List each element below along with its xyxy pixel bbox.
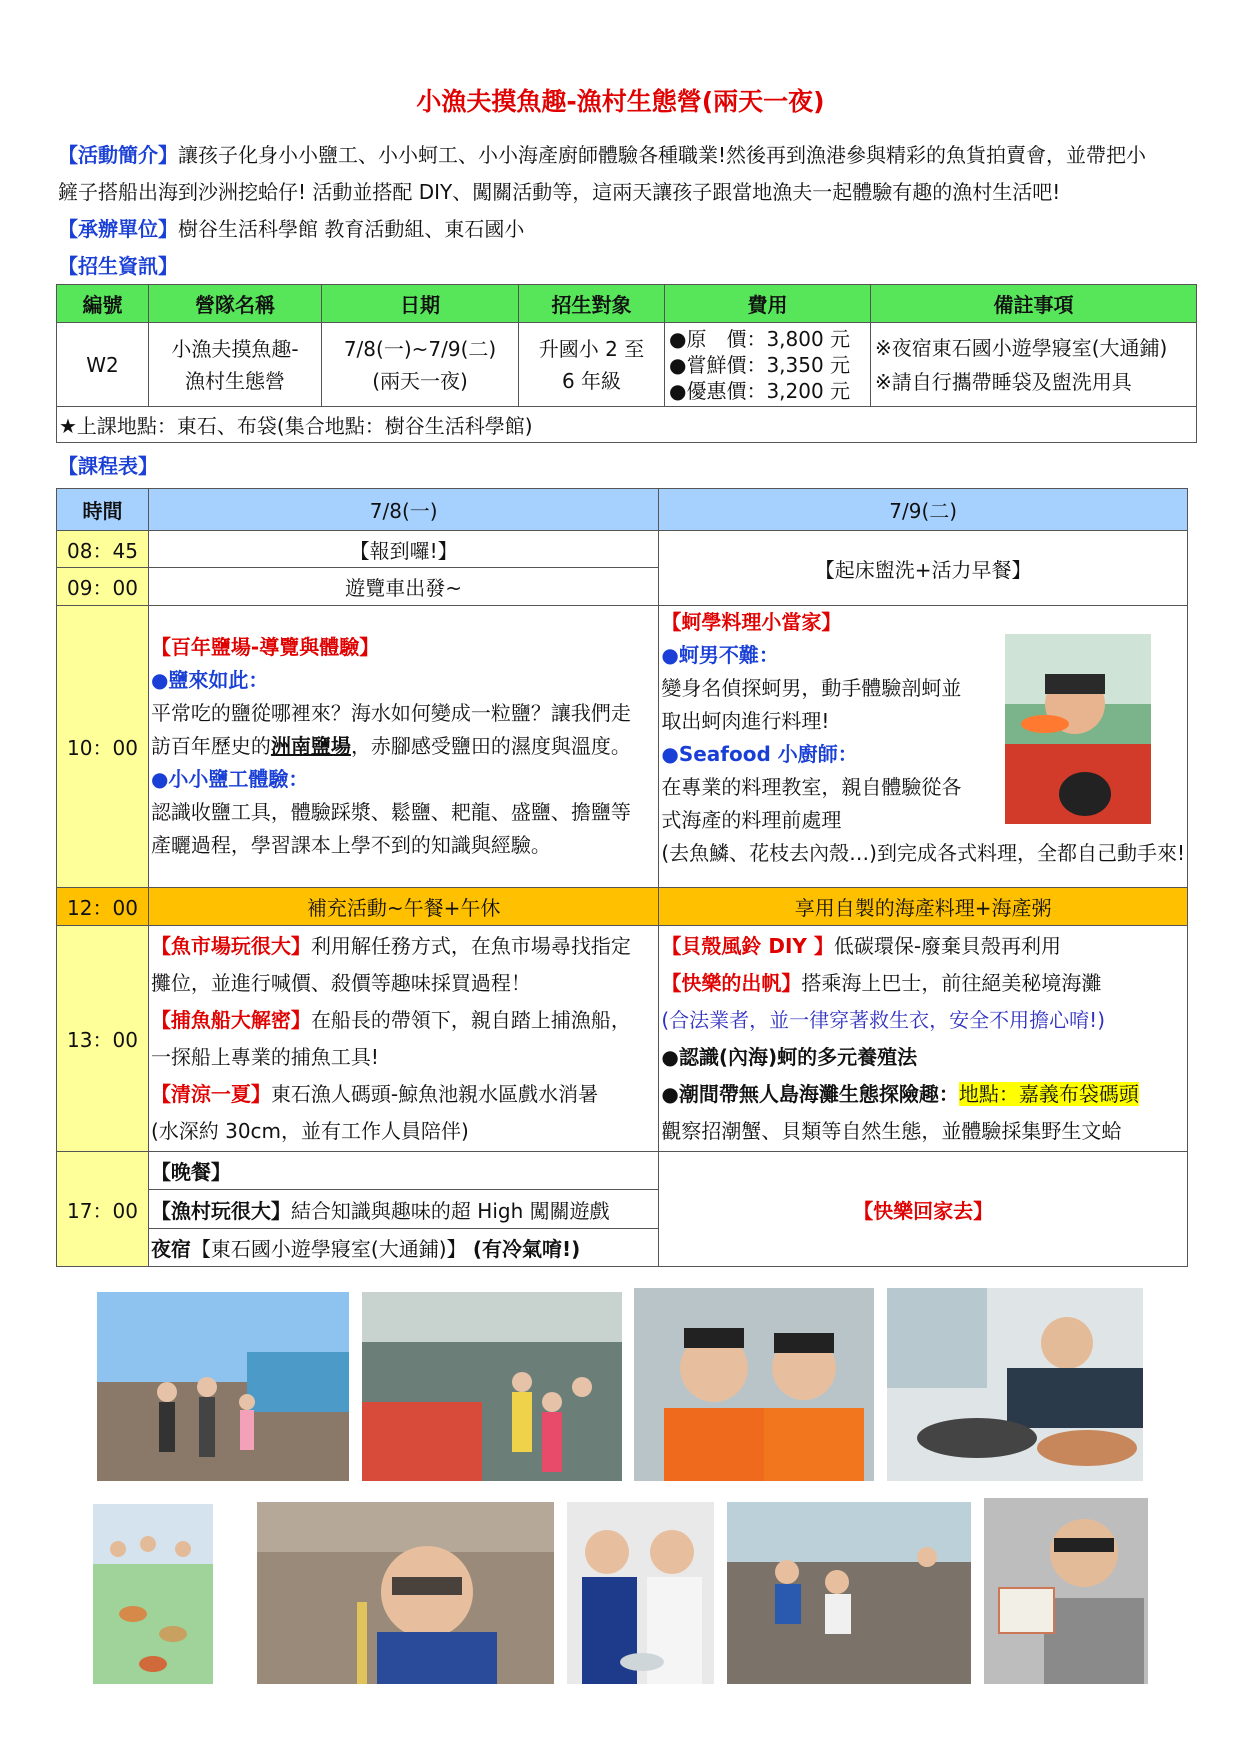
day1-village-game	[148, 1190, 658, 1229]
shell-chime-title: 【貝殼風鈴 DIY 】	[661, 933, 834, 958]
day1-salt-field	[148, 606, 658, 888]
intro-text-1: 讓孩子化身小小鹽工、小小蚵工、小小海產廚師體驗各種職業!然後再到漁港參與精彩的魚貨拍賣會，並帶把小	[178, 143, 1147, 167]
schedule-header-day1: 7/8(一)	[148, 489, 658, 531]
note-line1: ※夜宿東石國小遊學寢室(大通鋪)	[875, 335, 1168, 360]
day2-afternoon	[659, 926, 1188, 1152]
intro-paragraph	[58, 137, 1188, 211]
fee-original: ●原 價：3,800 元	[669, 326, 851, 351]
day2-go-home: 【快樂回家去】	[659, 1152, 1188, 1267]
day2-breakfast: 【起床盥洗+活力早餐】	[659, 531, 1188, 606]
day1-depart: 遊覽車出發~	[148, 568, 658, 606]
day1-overnight	[148, 1229, 658, 1267]
enroll-header-name: 營隊名稱	[149, 285, 322, 323]
photo-cooking	[887, 1288, 1143, 1481]
cool-summer-text-1: 東石漁人碼頭-鯨魚池親水區戲水消暑	[270, 1081, 599, 1106]
schedule-table	[56, 488, 1188, 1267]
oyster-man-subtitle: ●蚵男不難：	[661, 643, 779, 667]
tidal-location: 地點：嘉義布袋碼頭	[958, 1081, 1139, 1106]
date-line1: 7/8(一)~7/9(二)	[343, 336, 497, 361]
photo-kids-shucking	[567, 1502, 714, 1684]
organizer-line	[58, 211, 1188, 248]
time-1300: 13：00	[57, 926, 149, 1152]
enroll-table	[56, 284, 1197, 443]
target-line1: 升國小 2 至	[538, 336, 645, 361]
enroll-header-date: 日期	[322, 285, 519, 323]
salt-worker-subtitle: ●小小鹽工體驗：	[150, 767, 309, 791]
overnight-ac-note: (有冷氣唷!)	[472, 1237, 581, 1261]
seafood-chef-subtitle: ●Seafood 小廚師：	[661, 742, 858, 766]
sailing-text: 搭乘海上巴士，前往絕美秘境海灘	[801, 970, 1102, 995]
enroll-header-note: 備註事項	[871, 285, 1197, 323]
salt-origin-text-2b: ，赤腳感受鹽田的濕度與溫度。	[350, 734, 631, 758]
enroll-header-code: 編號	[57, 285, 149, 323]
seafood-chef-text-1: 在專業的料理教室，親自體驗從各	[661, 775, 962, 799]
enroll-location: ★上課地點：東石、布袋(集合地點：樹谷生活科學館)	[57, 407, 1197, 443]
enroll-date	[322, 323, 519, 407]
organizer-label: 【承辦單位】	[58, 217, 178, 241]
overnight-label: 夜宿	[150, 1237, 191, 1261]
day2-oyster-cooking	[659, 606, 1188, 888]
oyster-cooking-title: 【蚵學料理小當家】	[661, 610, 842, 634]
day2-lunch: 享用自製的海產料理+海產粥	[659, 888, 1188, 926]
schedule-header-day2: 7/9(二)	[659, 489, 1188, 531]
photo-kids-life-vests	[634, 1288, 874, 1481]
enroll-fee	[665, 323, 871, 407]
schedule-header-time: 時間	[57, 489, 149, 531]
time-1200: 12：00	[57, 888, 149, 926]
fishing-boat-title: 【捕魚船大解密】	[150, 1007, 311, 1032]
fish-market-title: 【魚市場玩很大】	[150, 933, 311, 958]
page-title: 小漁夫摸魚趣-漁村生態營(兩天一夜)	[416, 87, 825, 116]
photo-beach-group	[97, 1292, 349, 1481]
day1-checkin: 【報到囉!】	[148, 531, 658, 568]
camp-name-line1: 小漁夫摸魚趣-	[171, 336, 299, 361]
time-0900: 09：00	[57, 568, 149, 606]
salt-origin-text-2a: 訪百年歷史的	[150, 734, 271, 758]
note-line2: ※請自行攜帶睡袋及盥洗用具	[875, 369, 1132, 394]
fish-market-text-1: 利用解任務方式，在魚市場尋找指定	[310, 933, 631, 958]
camp-name-line2: 漁村生態營	[185, 368, 285, 393]
seafood-chef-text-2: 式海產的料理前處理	[661, 808, 842, 832]
sailing-title: 【快樂的出帆】	[661, 970, 802, 995]
enroll-note	[871, 323, 1197, 407]
oyster-man-text-2: 取出蚵肉進行料理!	[661, 709, 830, 733]
intro-text-2: 鏟子搭船出海到沙洲挖蛤仔! 活動並搭配 DIY、闖關活動等，這兩天讓孩子跟當地漁夫一起體驗有趣的漁村生活吧!	[58, 180, 1061, 204]
shell-chime-text: 低碳環保-廢棄貝殼再利用	[833, 933, 1062, 958]
fish-market-text-2: 攤位，並進行喊價、殺價等趣味採買過程！	[150, 970, 531, 995]
safety-note: (合法業者，並一律穿著救生衣，安全不用擔心唷!)	[661, 1007, 1105, 1032]
photo-group-dishes	[93, 1504, 213, 1684]
salt-origin-text-1: 平常吃的鹽從哪裡來？海水如何變成一粒鹽？讓我們走	[150, 701, 631, 725]
photo-fish-market	[362, 1292, 622, 1481]
zhounan-salt-field: 洲南鹽場	[270, 734, 351, 758]
enroll-target	[519, 323, 665, 407]
time-1700: 17：00	[57, 1152, 149, 1267]
intro-label: 【活動簡介】	[58, 143, 178, 167]
oyster-man-text-1: 變身名偵探蚵男，動手體驗剖蚵並	[661, 676, 962, 700]
schedule-label-line	[58, 448, 1188, 485]
fee-early: ●嘗鮮價：3,350 元	[669, 352, 851, 377]
tidal-exploration-item: ●潮間帶無人島海灘生態探險趣：	[661, 1081, 959, 1106]
oyster-farming-item: ●認識(內海)蚵的多元養殖法	[661, 1044, 918, 1069]
village-game-text: 結合知識與趣味的超 High 闖關遊戲	[290, 1198, 610, 1223]
salt-origin-subtitle: ●鹽來如此：	[150, 668, 269, 692]
day1-afternoon	[148, 926, 658, 1152]
enroll-label-line	[58, 248, 1188, 285]
date-line2: (兩天一夜)	[372, 368, 468, 393]
enroll-header-fee: 費用	[665, 285, 871, 323]
seafood-chef-text-3: (去魚鱗、花枝去內殼…)到完成各式料理，全都自己動手來!	[661, 841, 1185, 865]
tidal-observation-text: 觀察招潮蟹、貝類等自然生態，並體驗採集野生文蛤	[661, 1118, 1122, 1143]
oyster-photo	[1005, 634, 1151, 824]
salt-worker-text-1: 認識收鹽工具，體驗踩漿、鬆鹽、耙龍、盛鹽、擔鹽等	[150, 800, 631, 824]
fishing-boat-text-2: 一探船上專業的捕魚工具!	[150, 1044, 379, 1069]
time-0845: 08：45	[57, 531, 149, 568]
organizer-text: 樹谷生活科學館 教育活動組、東石國小	[178, 217, 525, 241]
enroll-label: 【招生資訊】	[58, 254, 178, 278]
target-line2: 6 年級	[561, 368, 622, 393]
salt-worker-text-2: 產曬過程，學習課本上學不到的知識與經驗。	[150, 833, 551, 857]
schedule-label: 【課程表】	[58, 454, 158, 478]
enroll-code: W2	[57, 323, 149, 407]
fishing-boat-text-1: 在船長的帶領下，親自踏上捕漁船，	[310, 1007, 631, 1032]
photo-boy-tidal	[257, 1502, 554, 1684]
time-1000: 10：00	[57, 606, 149, 888]
salt-field-title: 【百年鹽場-導覽與體驗】	[150, 635, 380, 659]
day1-dinner: 【晚餐】	[148, 1152, 658, 1190]
village-game-title: 【漁村玩很大】	[150, 1198, 291, 1223]
fee-discount: ●優惠價：3,200 元	[669, 378, 851, 403]
overnight-place: 【東石國小遊學寢室(大通鋪)】	[190, 1237, 467, 1261]
photo-shell-chime	[984, 1498, 1148, 1684]
enroll-camp-name	[149, 323, 322, 407]
cool-summer-title: 【清涼一夏】	[150, 1081, 271, 1106]
photo-clam-digging	[727, 1502, 971, 1684]
enroll-header-target: 招生對象	[519, 285, 665, 323]
cool-summer-text-2: (水深約 30cm，並有工作人員陪伴)	[150, 1118, 469, 1143]
day1-lunch: 補充活動~午餐+午休	[148, 888, 658, 926]
